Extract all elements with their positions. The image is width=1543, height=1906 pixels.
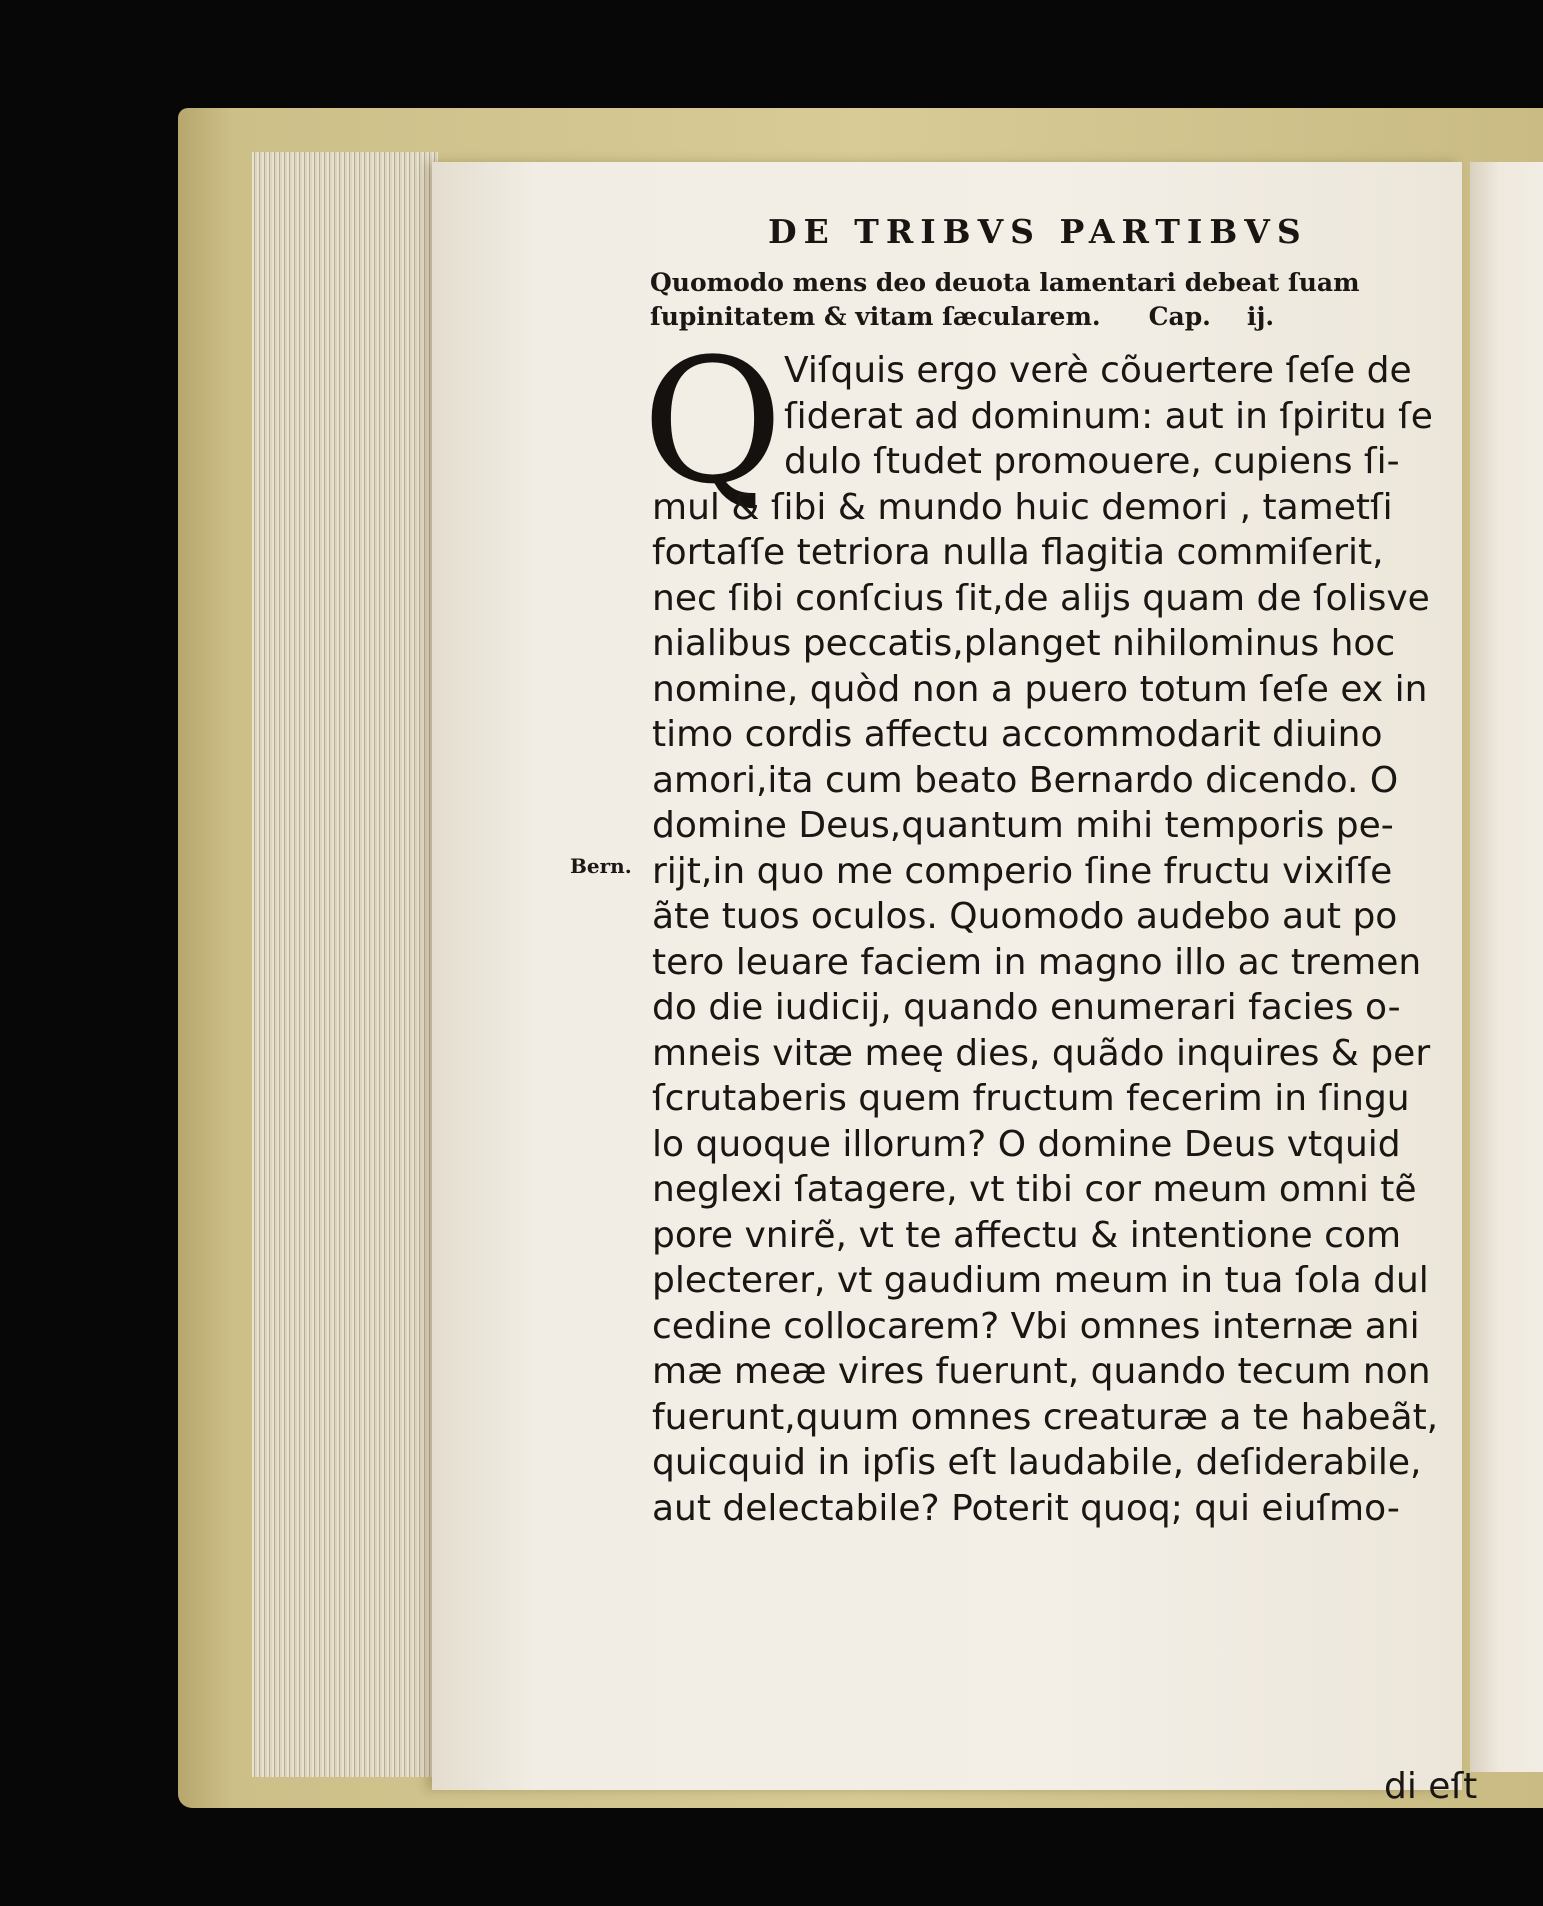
body-line: nomine, quòd non a puero totum ſeſe ex in (652, 668, 1428, 710)
chapter-title-line-1: Quomodo mens deo deuota lamentari debeat ſuam (650, 268, 1360, 297)
body-line: aut delectabile? Poterit quoq; qui eiuſmo- (652, 1487, 1400, 1529)
body-line: mæ meæ vires fuerunt, quando tecum non (652, 1351, 1431, 1392)
body-line: amori,ita cum beato Bernardo dicendo. O (652, 759, 1399, 801)
chapter-cap-label: Cap. (1148, 302, 1211, 331)
catchword: di eſt (1384, 1766, 1478, 1807)
page-edges (252, 152, 438, 1777)
margin-note: Bern. (570, 854, 632, 878)
running-head: DE TRIBVS PARTIBVS (768, 212, 1308, 251)
body-line: dulo ſtudet promouere, cupiens ſi- (784, 441, 1400, 482)
drop-cap-initial: Q (642, 321, 784, 522)
body-line: fortaſſe tetriora nulla flagitia commiſerit, (652, 532, 1384, 573)
body-line: timo cordis affectu accommodarit diuino (652, 714, 1383, 755)
body-line: ſcrutaberis quem fructum fecerim in ſingu (652, 1078, 1410, 1119)
body-line: do die iudicij, quando enumerari facies o- (652, 987, 1401, 1028)
body-text (652, 348, 1442, 1531)
body-line: quicquid in ipſis eſt laudabile, deſiderabile, (652, 1442, 1422, 1483)
body-line: fuerunt,quum omnes creaturæ a te habeãt, (652, 1396, 1439, 1438)
body-line: rijt,in quo me comperio ſine fructu vixiſſe (652, 850, 1393, 892)
body-line: domine Deus,quantum mihi temporis pe- (652, 805, 1394, 846)
body-line: lo quoque illorum? O domine Deus vtquid (652, 1123, 1401, 1165)
body-line: Viſquis ergo verè cõuertere ſeſe de (784, 350, 1412, 391)
body-line: pore vnirẽ, vt te affectu & intentione com (652, 1214, 1402, 1256)
body-line: nialibus peccatis,planget nihilominus hoc (652, 623, 1396, 664)
body-line: plecterer, vt gaudium meum in tua ſola dul (652, 1260, 1429, 1301)
body-line: cedine collocarem? Vbi omnes internæ ani (652, 1305, 1420, 1347)
chapter-title-line-2-text: ſupinitatem & vitam ſæcularem. (650, 302, 1101, 331)
body-line: mul & ſibi & mundo huic demori , tametſi (652, 486, 1393, 528)
body-line: tero leuare faciem in magno illo ac tremen (652, 941, 1422, 983)
facing-page-edge (1470, 162, 1543, 1772)
body-line: neglexi ſatagere, vt tibi cor meum omni tẽ (652, 1169, 1417, 1210)
body-line: nec ſibi conſcius ſit,de alijs quam de ſolisve (652, 577, 1430, 619)
body-line: mneis vitæ meę dies, quãdo inquires & per (652, 1032, 1431, 1074)
body-line: ſiderat ad dominum: aut in ſpiritu ſe (784, 395, 1433, 437)
chapter-number: ij. (1246, 302, 1275, 331)
body-line: ãte tuos oculos. Quomodo audebo aut po (652, 896, 1398, 937)
